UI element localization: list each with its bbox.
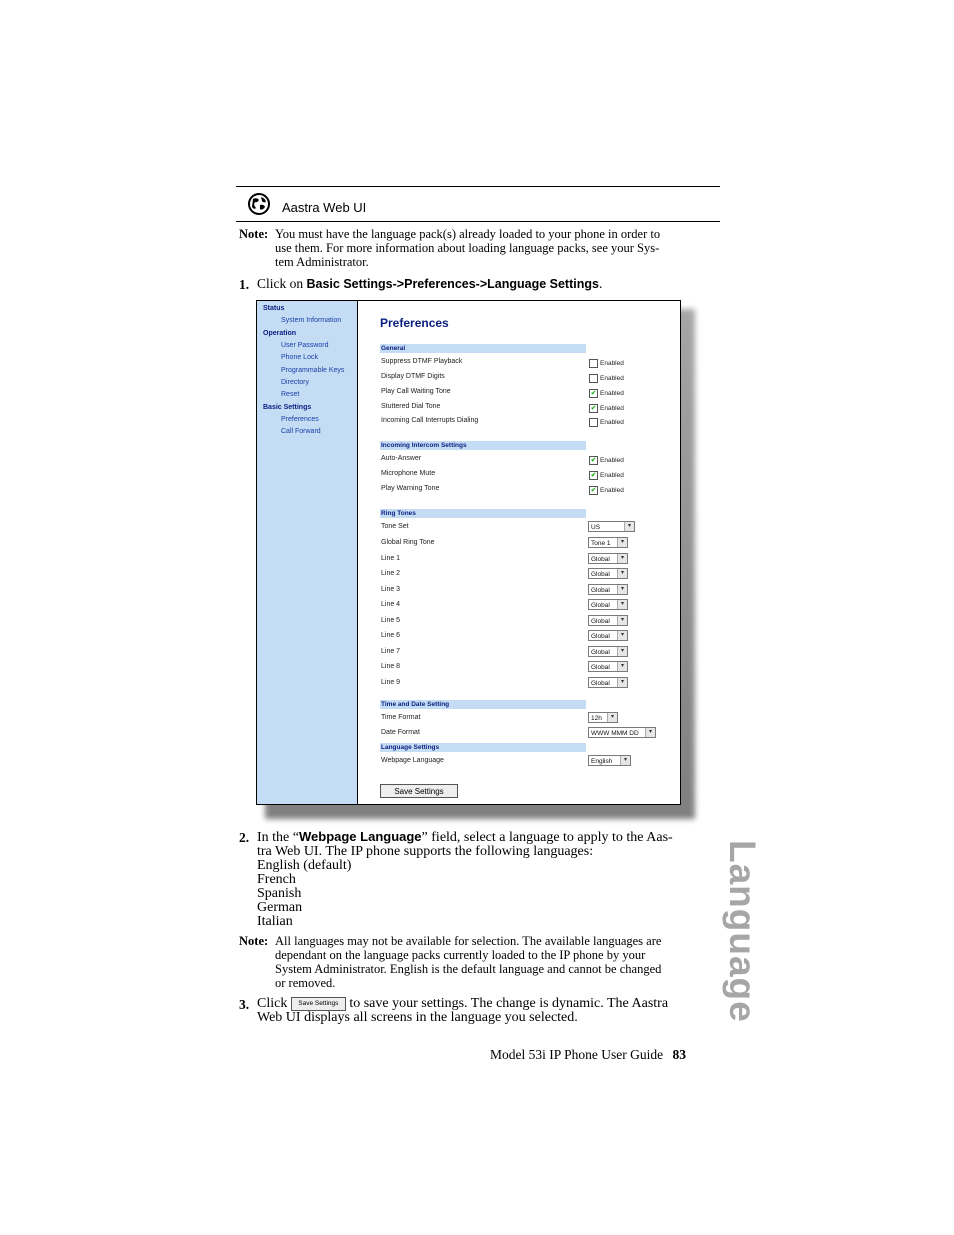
language-option: German (257, 900, 303, 915)
sidebar (257, 301, 358, 804)
note-label: Note: (239, 227, 269, 241)
select-dropdown[interactable] (588, 712, 618, 723)
setting-label: Stuttered Dial Tone (381, 403, 441, 410)
sidebar-item-directory[interactable]: Directory (281, 379, 310, 386)
setting-label: Line 5 (381, 617, 401, 624)
section-header-intercom: Incoming Intercom Settings (380, 441, 586, 450)
setting-label: Auto-Answer (381, 455, 422, 462)
setting-label: Global Ring Tone (381, 539, 435, 546)
setting-label: Display DTMF Digits (381, 373, 445, 380)
select-value: Tone 1 (591, 540, 611, 547)
setting-label: Line 3 (381, 586, 401, 593)
select-value: US (591, 524, 601, 531)
select-dropdown[interactable] (588, 537, 628, 548)
setting-label: Line 4 (381, 601, 401, 608)
select-value: Global (591, 664, 610, 671)
select-dropdown[interactable] (588, 568, 628, 579)
step-number: 2. (239, 830, 250, 845)
sidebar-item-call-forward[interactable]: Call Forward (281, 428, 321, 435)
setting-label: Line 2 (381, 570, 401, 577)
sidebar-heading-status: Status (263, 305, 285, 312)
select-dropdown[interactable] (588, 615, 628, 626)
enabled-label: Enabled (600, 375, 624, 382)
setting-label: Line 1 (381, 555, 401, 562)
save-settings-button[interactable]: Save Settings (380, 784, 458, 798)
save-settings-button-image: Save Settings (291, 997, 346, 1011)
enabled-checkbox[interactable] (589, 359, 598, 368)
page-number: 83 (672, 1047, 686, 1062)
setting-label: Incoming Call Interrupts Dialing (381, 417, 479, 424)
setting-label: Line 9 (381, 679, 401, 686)
select-value: Global (591, 556, 610, 563)
globe-icon (248, 193, 270, 215)
chapter-tab-label: Language (722, 840, 763, 1023)
setting-label: Date Format (381, 729, 420, 736)
section-header-language: Language Settings (380, 743, 586, 752)
guide-title: Model 53i IP Phone User Guide (490, 1047, 664, 1062)
setting-label: Line 6 (381, 632, 401, 639)
main-panel (358, 301, 680, 804)
enabled-label: Enabled (600, 360, 624, 367)
sidebar-item-user-password[interactable]: User Password (281, 342, 329, 349)
select-dropdown[interactable] (588, 646, 628, 657)
sidebar-item-reset[interactable]: Reset (281, 391, 300, 398)
chevron-down-icon: ▾ (617, 554, 627, 563)
enabled-checkbox[interactable] (589, 374, 598, 383)
web-ui-screenshot (256, 300, 681, 805)
chevron-down-icon: ▾ (620, 756, 630, 765)
enabled-checkbox[interactable]: ✔ (590, 472, 597, 479)
select-value: WWW MMM DD (591, 730, 639, 737)
enabled-checkbox[interactable]: ✔ (590, 487, 597, 494)
section-header-ring: Ring Tones (380, 509, 586, 518)
setting-label: Play Call Waiting Tone (381, 388, 451, 395)
select-value: Global (591, 571, 610, 578)
page-title: Preferences (380, 316, 449, 330)
enabled-label: Enabled (600, 472, 624, 479)
enabled-checkbox[interactable]: ✔ (590, 390, 597, 397)
enabled-label: Enabled (600, 457, 624, 464)
step-text: In the “Webpage Language” field, select a language to apply to the Aas- tra Web UI. The IP phone supports the following languages: English (default) French Spanish German Italian (257, 830, 722, 929)
setting-label: Tone Set (381, 523, 409, 530)
note-label: Note: (239, 934, 269, 948)
select-value: Global (591, 680, 610, 687)
select-value: Global (591, 649, 610, 656)
setting-label: Suppress DTMF Playback (381, 358, 463, 365)
sidebar-item-programmable-keys[interactable]: Programmable Keys (281, 367, 345, 374)
chapter-tab (722, 840, 763, 1023)
select-value: Global (591, 633, 610, 640)
top-rule (236, 186, 720, 187)
chevron-down-icon: ▾ (617, 569, 627, 578)
step-text: Click Save Settings to save your settings. The change is dynamic. The Aastra Web UI displays all screens in the language you selected. (257, 996, 669, 1026)
language-option: Spanish (257, 886, 302, 901)
section-header-time: Time and Date Setting (380, 700, 586, 709)
setting-label: Webpage Language (381, 757, 444, 764)
select-value: 12h (591, 715, 602, 722)
select-dropdown[interactable] (588, 661, 628, 672)
select-value: Global (591, 602, 610, 609)
chevron-down-icon: ▾ (617, 662, 627, 671)
enabled-label: Enabled (600, 419, 624, 426)
sidebar-heading-basic-settings: Basic Settings (263, 404, 312, 411)
select-dropdown[interactable] (588, 677, 628, 688)
chevron-down-icon: ▾ (624, 522, 634, 531)
chevron-down-icon: ▾ (645, 728, 655, 737)
select-dropdown[interactable] (588, 630, 628, 641)
enabled-label: Enabled (600, 487, 624, 494)
note-text: You must have the language pack(s) already loaded to your phone in order to use them. For more information about loading language packs, see your Sys- tem Administrator. (275, 227, 661, 269)
chevron-down-icon: ▾ (617, 631, 627, 640)
sidebar-heading-operation: Operation (263, 330, 297, 337)
select-value: Global (591, 587, 610, 594)
section-title: Aastra Web UI (282, 200, 367, 215)
select-dropdown[interactable] (588, 584, 628, 595)
language-option: Italian (257, 914, 293, 929)
select-dropdown[interactable] (588, 727, 656, 738)
step-text: Click on Basic Settings->Preferences->Language Settings. (257, 276, 603, 291)
header-rule (236, 221, 720, 222)
select-dropdown[interactable] (588, 553, 628, 564)
setting-label: Line 7 (381, 648, 401, 655)
chevron-down-icon: ▾ (607, 713, 617, 722)
section-header-general: General (380, 344, 586, 353)
chevron-down-icon: ▾ (617, 678, 627, 687)
step-number: 3. (239, 997, 250, 1012)
enabled-label: Enabled (600, 405, 624, 412)
enabled-checkbox[interactable]: ✔ (590, 457, 597, 464)
language-option: French (257, 872, 296, 887)
footer (490, 1047, 686, 1063)
sidebar-item-system-information[interactable]: System Information (281, 317, 342, 324)
setting-label: Line 8 (381, 663, 401, 670)
enabled-checkbox[interactable] (589, 418, 598, 427)
chevron-down-icon: ▾ (617, 647, 627, 656)
chevron-down-icon: ▾ (617, 616, 627, 625)
chevron-down-icon: ▾ (617, 585, 627, 594)
chevron-down-icon: ▾ (617, 538, 627, 547)
sidebar-item-preferences[interactable]: Preferences (281, 416, 319, 423)
select-dropdown[interactable] (588, 755, 631, 766)
language-list (257, 859, 722, 929)
chevron-down-icon: ▾ (617, 600, 627, 609)
select-value: Global (591, 618, 610, 625)
select-dropdown[interactable] (588, 599, 628, 610)
sidebar-item-phone-lock[interactable]: Phone Lock (281, 354, 318, 361)
enabled-label: Enabled (600, 390, 624, 397)
select-dropdown[interactable] (588, 521, 635, 532)
setting-label: Play Warning Tone (381, 485, 440, 492)
language-option: English (default) (257, 858, 352, 873)
step-number: 1. (239, 277, 250, 292)
select-value: English (591, 758, 613, 765)
setting-label: Time Format (381, 714, 421, 721)
note-text: All languages may not be available for selection. The available languages are dependant on the language packs currently loaded to the IP phone by your System Administrator. English is the default language and cannot be changed or removed. (275, 934, 662, 990)
enabled-checkbox[interactable]: ✔ (590, 405, 597, 412)
setting-label: Microphone Mute (381, 470, 436, 477)
